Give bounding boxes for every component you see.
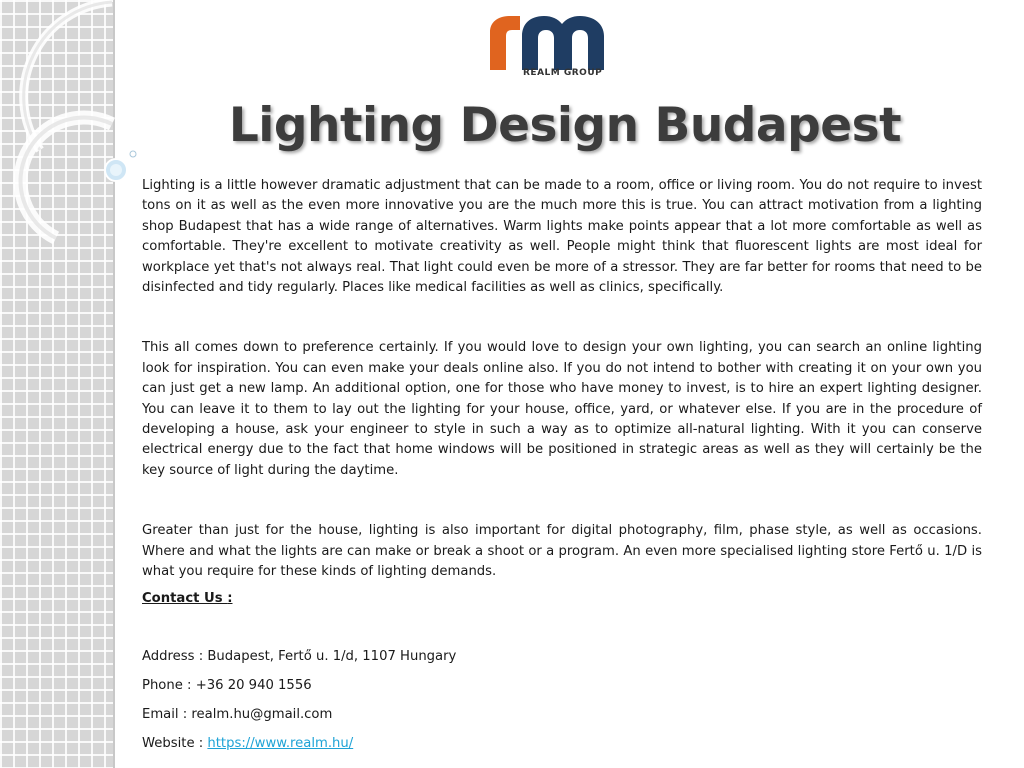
paragraph-intro: Lighting is a little however dramatic adjustment that can be made to a room, office or living room. You do not require to invest tons on it as well as the even more innovative you are the much more this is true. You can attract motivation from a lighting shop Budapest that has a wide range of alternatives. Warm lights make points appear that a lot more comfortable as well as comfortable. They're excellent to motivate creativity as well. People might think that fluorescent lights are most ideal for workplace yet that's not always real. That light could even be more of a stressor. They are far better for rooms that need to be disinfected and tidy regularly. Places like medical facilities as well as clinics, specifically. [142, 178, 982, 296]
address-line [142, 647, 982, 667]
paragraph-preference: This all comes down to preference certainly. If you would love to design your own lighting, you can search an online lighting look for inspiration. You can even make your deals online also. If you do not intend to bother with creating it on your own you can just get a new lamp. An additional option, one for those who have money to invest, is to hire an expert lighting designer. You can leave it to them to lay out the lighting for your house, office, yard, or whatever else. If you are in the procedure of developing a house, ask your engineer to style in such a way as to optimize all-natural lighting. With it you can conserve electrical energy due to the fact that home windows will be positioned in strategic areas as well as they will certainly be the key source of light during the daytime. [142, 340, 982, 478]
contact-heading-text: Contact Us [142, 590, 228, 606]
email-line [142, 705, 982, 725]
contact-heading [142, 589, 982, 609]
address-value: Budapest, Fertő u. 1/d, 1107 Hungary [207, 648, 457, 664]
website-link[interactable]: https://www.realm.hu/ [207, 735, 354, 751]
phone-label: Phone : [142, 677, 196, 693]
website-line [142, 734, 982, 754]
realm-group-logo [486, 14, 608, 84]
contact-heading-colon: : [227, 590, 233, 606]
main-content [142, 176, 982, 754]
rm-logo-mark [486, 14, 608, 70]
address-label: Address : [142, 648, 208, 664]
paragraph-photography: Greater than just for the house, lighting is also important for digital photography, film, phase style, as well as occasions. Where and what the lights are can make or break a shoot or a program. An even more specialised lighting store Fertő u. 1/D is what you require for these kinds of lighting demands. [142, 523, 982, 580]
email-value: realm.hu@gmail.com [191, 706, 333, 722]
website-label: Website : [142, 735, 208, 751]
page-title: Lighting Design Budapest [228, 98, 902, 153]
phone-line [142, 676, 982, 696]
phone-value: +36 20 940 1556 [195, 677, 312, 693]
logo-subtitle: REALM GROUP [523, 68, 603, 78]
decorative-rings [0, 0, 140, 260]
email-label: Email : [142, 706, 192, 722]
